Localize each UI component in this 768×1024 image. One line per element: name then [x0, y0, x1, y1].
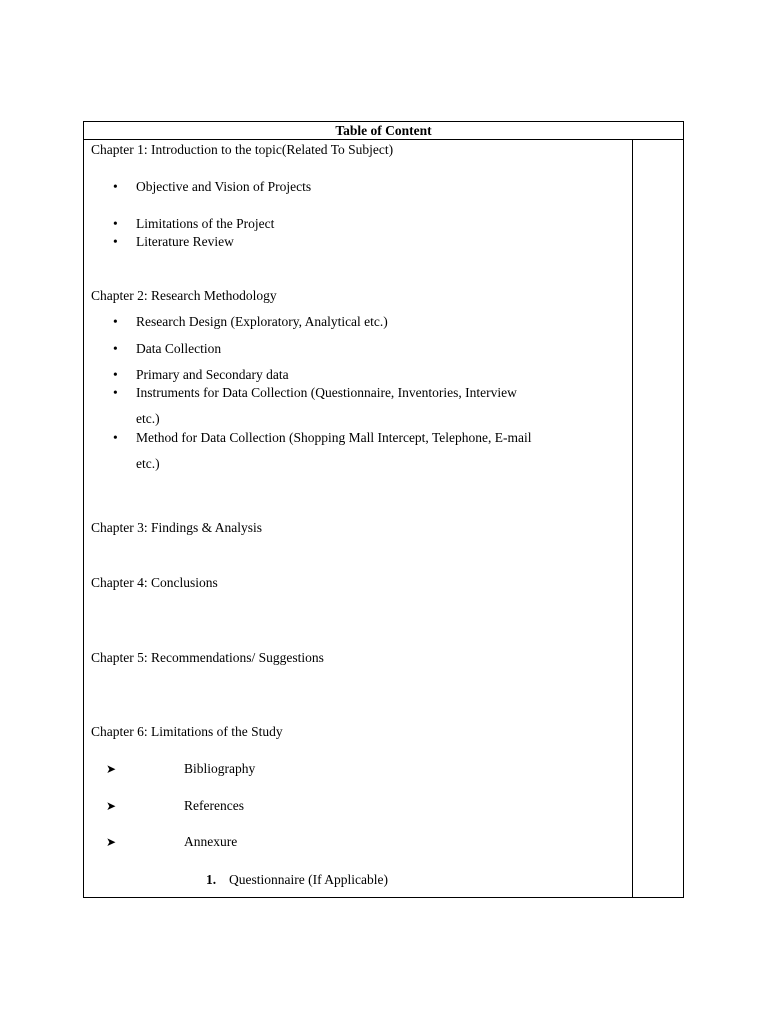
- bullet-icon: •: [113, 385, 118, 400]
- arrow-bullet-icon: ➤: [106, 762, 117, 776]
- chapter-1-item: Literature Review: [136, 234, 234, 249]
- chapter-1-item: Limitations of the Project: [136, 216, 275, 231]
- annexure-item: Questionnaire (If Applicable): [229, 872, 388, 887]
- chapter-2-item: Data Collection: [136, 341, 222, 356]
- back-matter-item: Bibliography: [184, 761, 256, 776]
- chapter-2-item: Instruments for Data Collection (Questionnaire, Inventories, Interview: [136, 385, 517, 400]
- arrow-bullet-icon: ➤: [106, 799, 117, 813]
- chapter-2-item-continuation: etc.): [136, 456, 160, 471]
- bullet-icon: •: [113, 430, 118, 445]
- chapter-2-item: Primary and Secondary data: [136, 367, 289, 382]
- chapter-3-heading: Chapter 3: Findings & Analysis: [91, 520, 263, 535]
- bullet-icon: •: [113, 367, 118, 382]
- chapter-2-item-continuation: etc.): [136, 411, 160, 426]
- bullet-icon: •: [113, 314, 118, 329]
- bullet-icon: •: [113, 341, 118, 356]
- table-column-divider: [632, 140, 633, 897]
- bullet-icon: •: [113, 216, 118, 231]
- chapter-1-heading: Chapter 1: Introduction to the topic(Related To Subject): [91, 142, 394, 157]
- back-matter-item: References: [184, 798, 244, 813]
- arrow-bullet-icon: ➤: [106, 835, 117, 849]
- toc-table: [83, 121, 684, 898]
- chapter-5-heading: Chapter 5: Recommendations/ Suggestions: [91, 650, 324, 665]
- bullet-icon: •: [113, 179, 118, 194]
- chapter-4-heading: Chapter 4: Conclusions: [91, 575, 218, 590]
- chapter-1-item: Objective and Vision of Projects: [136, 179, 312, 194]
- chapter-2-heading: Chapter 2: Research Methodology: [91, 288, 277, 303]
- toc-title: Table of Content: [84, 122, 683, 140]
- list-number: 1.: [206, 872, 217, 887]
- bullet-icon: •: [113, 234, 118, 249]
- chapter-2-item: Research Design (Exploratory, Analytical etc.): [136, 314, 388, 329]
- chapter-6-heading: Chapter 6: Limitations of the Study: [91, 724, 283, 739]
- back-matter-item: Annexure: [184, 834, 238, 849]
- chapter-2-item: Method for Data Collection (Shopping Mall Intercept, Telephone, E-mail: [136, 430, 532, 445]
